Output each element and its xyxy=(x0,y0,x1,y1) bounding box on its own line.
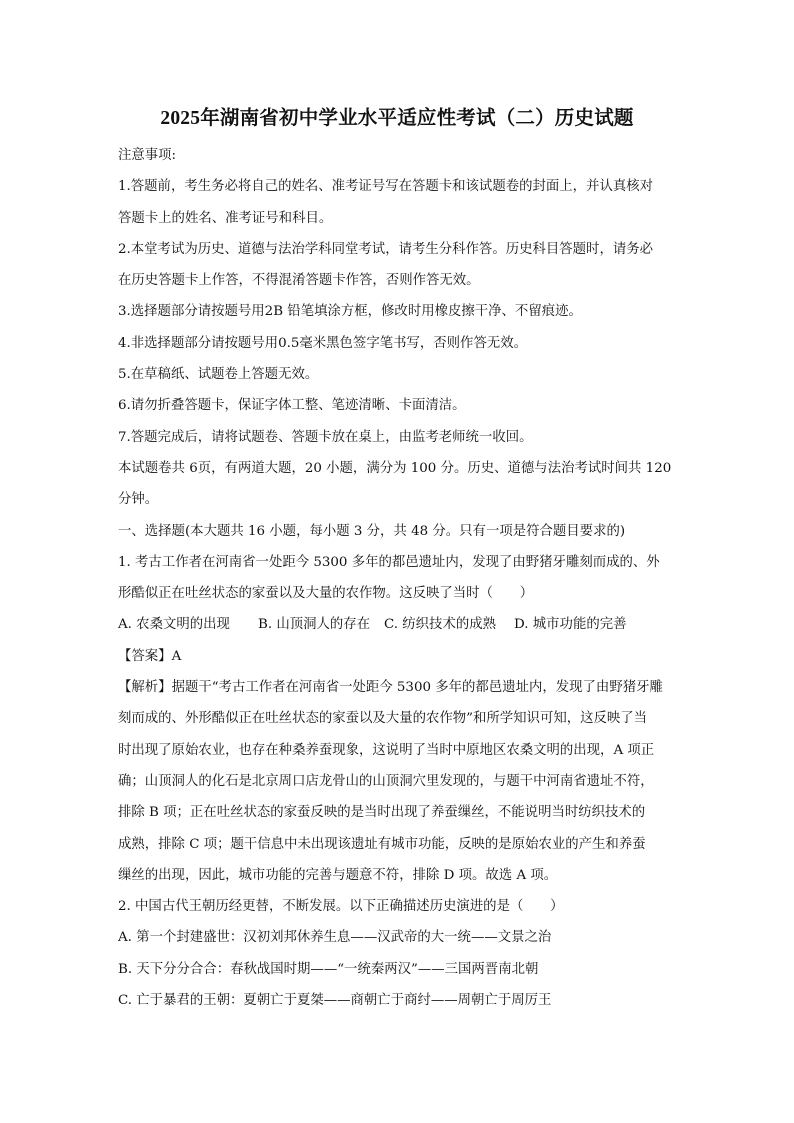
notice-line: 2.本堂考试为历史、道德与法治学科同堂考试，请考生分科作答。历史科目答题时，请务必 xyxy=(118,241,654,257)
notice-line: 答题卡上的姓名、准考证号和科目。 xyxy=(118,210,333,226)
answer-value: A xyxy=(171,648,182,664)
option-a: A. 第一个封建盛世：汉初刘邦休养生息——汉武帝的大一统——文景之治 xyxy=(118,930,552,946)
notice-line: 6.请勿折叠答题卡，保证字体工整、笔迹清晰、卡面清洁。 xyxy=(118,398,466,414)
option-a: A. 农桑文明的出现 xyxy=(118,617,230,633)
analysis-line: 时出现了原始农业，也存在种桑养蚕现象，这说明了当时中原地区农桑文明的出现，A 项正 xyxy=(118,742,655,758)
question-stem-line: 1. 考古工作者在河南省一处距今 5300 多年的都邑遗址内，发现了由野猪牙雕刻而成的、外 xyxy=(118,554,660,570)
page-title: 2025年湖南省初中学业水平适应性考试（二）历史试题 xyxy=(160,108,634,129)
answer-line xyxy=(118,641,688,672)
analysis-text: 据题干“考古工作者在河南省一处距今 5300 多年的都邑遗址内，发现了由野猪牙雕 xyxy=(171,680,663,696)
notice-line: 4.非选择题部分请按题号用0.5毫米黑色签字笔书写，否则作答无效。 xyxy=(118,335,528,351)
analysis-line: 缫丝的出现，因此，城市功能的完善与题意不符，排除 D 项。故选 A 项。 xyxy=(118,867,558,883)
analysis-line xyxy=(118,672,688,703)
notice-line: 在历史答题卡上作答，不得混淆答题卡作答，否则作答无效。 xyxy=(118,273,480,289)
option-c: C. 纺织技术的成熟 xyxy=(384,617,497,633)
document-body xyxy=(118,140,688,1016)
question-options xyxy=(118,609,688,640)
notice-line: 1.答题前，考生务必将自己的姓名、准考证号写在答题卡和该试题卷的封面上，并认真核对 xyxy=(118,179,654,195)
notice-list xyxy=(118,171,688,453)
option-c: C. 亡于暴君的王朝：夏朝亡于夏桀——商朝亡于商纣——周朝亡于周厉王 xyxy=(118,993,552,1009)
question-stem-line: 形酷似正在吐丝状态的家蚕以及大量的农作物。这反映了当时（ ） xyxy=(118,586,534,602)
option-d: D. 城市功能的完善 xyxy=(514,617,627,633)
analysis-line: 排除 B 项；正在吐丝状态的家蚕反映的是当时出现了养蚕缫丝，不能说明当时纺织技术的 xyxy=(118,805,646,821)
analysis xyxy=(118,672,688,891)
analysis-line: 刻而成的、外形酷似正在吐丝状态的家蚕以及大量的农作物”和所学知识可知，这反映了当 xyxy=(118,711,648,727)
exam-info-line: 本试题卷共 6页，有两道大题，20 小题，满分为 100 分。历史、道德与法治考试时间共 120 xyxy=(118,460,672,476)
question-stem-line: 2. 中国古代王朝历经更替，不断发展。以下正确描述历史演进的是（ ） xyxy=(118,899,564,915)
question-2 xyxy=(118,891,688,1016)
analysis-line: 确；山顶洞人的化石是北京周口店龙骨山的山顶洞穴里发现的，与题干中河南省遗址不符， xyxy=(118,773,654,789)
analysis-line: 成熟，排除 C 项；题干信息中未出现该遗址有城市功能，反映的是原始农业的产生和养蚕 xyxy=(118,836,646,852)
option-b: B. 山顶洞人的存在 xyxy=(258,617,371,633)
section-heading: 一、选择题(本大题共 16 小题，每小题 3 分，共 48 分。只有一项是符合题目要求的) xyxy=(118,523,626,539)
notice-heading: 注意事项: xyxy=(118,148,177,163)
question-1 xyxy=(118,547,688,891)
notice-line: 5.在草稿纸、试题卷上答题无效。 xyxy=(118,367,319,383)
notice-line: 7.答题完成后，请将试题卷、答题卡放在桌上，由监考老师统一收回。 xyxy=(118,429,533,445)
option-b: B. 天下分分合合：春秋战国时期——“一统秦两汉”——三国两晋南北朝 xyxy=(118,961,539,977)
exam-info-line: 分钟。 xyxy=(118,492,159,508)
answer-tag: 【答案】 xyxy=(118,648,172,664)
exam-info xyxy=(118,453,688,516)
notice-line: 3.选择题部分请按题号用2B 铅笔填涂方框，修改时用橡皮擦干净、不留痕迹。 xyxy=(118,304,582,320)
analysis-tag: 【解析】 xyxy=(118,680,172,696)
